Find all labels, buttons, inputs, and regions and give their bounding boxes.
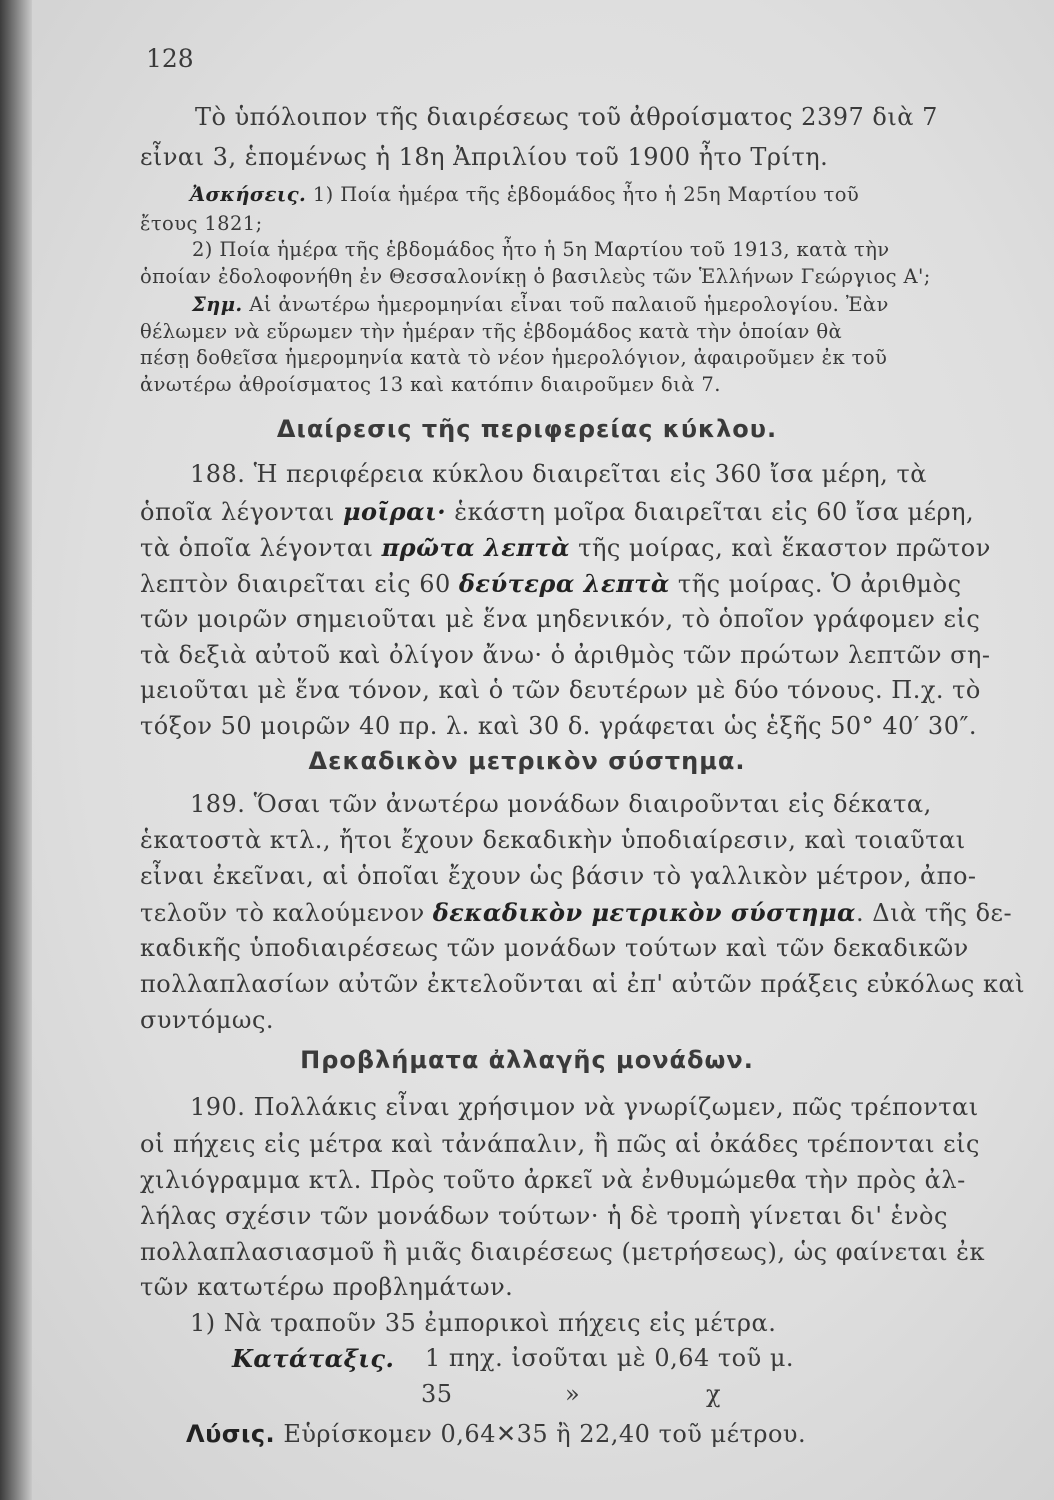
text-span: τῆς μοίρας. Ὁ ἀριθμὸς [669, 570, 962, 598]
text-span: τὰ ὁποῖα λέγονται [140, 534, 382, 562]
katataxis-line-2-value: 35 [421, 1380, 453, 1408]
exercises-label: Ἀσκήσεις. [190, 183, 307, 206]
section-heading-circle-division: Διαίρεσις τῆς περιφερείας κύκλου. [276, 415, 778, 443]
section3-line-1: 190. Πολλάκις εἶναι χρήσιμον νὰ γνωρίζωμεν, πῶς τρέπονται [190, 1093, 979, 1121]
section2-line-1: 189. Ὅσαι τῶν ἀνωτέρω μονάδων διαιροῦνται εἰς δέκατα, [190, 790, 932, 818]
lysis-line [186, 1420, 1054, 1448]
note-text: Αἱ ἀνωτέρω ἡμερομηνίαι εἶναι τοῦ παλαιοῦ ἡμερολογίου. Ἐὰν [249, 293, 889, 316]
intro-line-1: Τὸ ὑπόλοιπον τῆς διαιρέσεως τοῦ ἀθροίσματος 2397 διὰ 7 [195, 103, 938, 131]
section3-line-2: οἱ πήχεις εἰς μέτρα καὶ τἀνάπαλιν, ἢ πῶς αἱ ὀκάδες τρέπονται εἰς [140, 1130, 980, 1158]
section2-line-2: ἑκατοστὰ κτλ., ἤτοι ἔχουν δεκαδικὴν ὑποδιαίρεσιν, καὶ τοιαῦται [140, 826, 966, 854]
text-span: ἑκάστη μοῖρα διαιρεῖται εἰς 60 ἴσα μέρη, [446, 498, 975, 526]
exercise-q1-line-1 [190, 183, 1054, 206]
text-span: λεπτὸν διαιρεῖται εἰς 60 [140, 570, 459, 598]
section-heading-metric-system: Δεκαδικὸν μετρικὸν σύστημα. [308, 747, 746, 775]
section1-line-7: μειοῦται μὲ ἕνα τόνον, καὶ ὁ τῶν δευτέρων μὲ δύο τόνους. Π.χ. τὸ [140, 676, 981, 704]
section3-line-4: λήλας σχέσιν τῶν μονάδων τούτων· ἡ δὲ τροπὴ γίνεται δι' ἑνὸς [140, 1202, 948, 1230]
term-deutera-lepta: δεύτερα λεπτὰ [458, 569, 670, 598]
section3-line-6: τῶν κατωτέρω προβλημάτων. [140, 1273, 514, 1301]
exercise-q1-line-2: ἔτους 1821; [140, 212, 263, 235]
katataxis-line-2-unknown: χ [706, 1380, 722, 1408]
term-metric-system: δεκαδικὸν μετρικὸν σύστημα [432, 898, 857, 927]
exercise-q2-line-2: ὁποίαν ἐδολοφονήθη ἐν Θεσσαλονίκῃ ὁ βασιλεὺς τῶν Ἑλλήνων Γεώργιος Α'; [140, 265, 931, 288]
note-label: Σημ. [192, 293, 243, 316]
note-line-1 [192, 293, 1054, 316]
exercise-q2-line-1: 2) Ποία ἡμέρα τῆς ἑβδομάδος ἦτο ἡ 5η Μαρτίου τοῦ 1913, κατὰ τὴν [192, 238, 890, 261]
text-span: τῆς μοίρας, καὶ ἕκαστον πρῶτον [570, 534, 991, 562]
text-span: τελοῦν τὸ καλούμενον [140, 899, 433, 927]
section1-line-4 [140, 569, 1054, 598]
section3-line-3: χιλιόγραμμα κτλ. Πρὸς τοῦτο ἀρκεῖ νὰ ἐνθυμώμεθα τὴν πρὸς ἀλ- [140, 1166, 966, 1194]
katataxis-line-1: 1 πηχ. ἰσοῦται μὲ 0,64 τοῦ μ. [425, 1344, 795, 1372]
intro-line-2: εἶναι 3, ἑπομένως ἡ 18η Ἀπριλίου τοῦ 1900 ἦτο Τρίτη. [140, 143, 829, 171]
lysis-text: Εὑρίσκομεν 0,64✕35 ἢ 22,40 τοῦ μέτρου. [283, 1420, 807, 1448]
katataxis-label-text: Κατάταξις. [232, 1344, 395, 1373]
term-moirai: μοῖραι· [342, 497, 447, 526]
section1-line-5: τῶν μοιρῶν σημειοῦται μὲ ἕνα μηδενικόν, τὸ ὁποῖον γράφομεν εἰς [140, 605, 981, 633]
note-line-2: θέλωμεν νὰ εὕρωμεν τὴν ἡμέραν τῆς ἑβδομάδος κατὰ τὴν ὁποίαν θὰ [140, 320, 843, 343]
section2-line-7: συντόμως. [140, 1006, 275, 1034]
section1-line-8: τόξον 50 μοιρῶν 40 πρ. λ. καὶ 30 δ. γράφεται ὡς ἑξῆς 50° 40′ 30″. [140, 712, 978, 740]
section1-line-6: τὰ δεξιὰ αὐτοῦ καὶ ὀλίγον ἄνω· ὁ ἀριθμὸς τῶν πρώτων λεπτῶν ση- [140, 641, 991, 669]
term-prota-lepta: πρῶτα λεπτὰ [381, 533, 571, 562]
exercise-q1-text: 1) Ποία ἡμέρα τῆς ἑβδομάδος ἦτο ἡ 25η Μαρτίου τοῦ [312, 183, 860, 206]
section-heading-unit-conversion: Προβλήματα ἀλλαγῆς μονάδων. [300, 1046, 754, 1074]
section1-line-3 [140, 533, 1054, 562]
note-line-4: ἀνωτέρω ἀθροίσματος 13 καὶ κατόπιν διαιροῦμεν διὰ 7. [140, 373, 721, 396]
section3-line-5: πολλαπλασιασμοῦ ἢ μιᾶς διαιρέσεως (μετρήσεως), ὡς φαίνεται ἐκ [140, 1238, 986, 1266]
lysis-label: Λύσις. [186, 1420, 276, 1448]
problem-1-statement: 1) Νὰ τραποῦν 35 ἐμπορικοὶ πήχεις εἰς μέτρα. [190, 1309, 777, 1337]
page-number: 128 [146, 44, 194, 73]
text-span: ὁποῖα λέγονται [140, 498, 343, 526]
note-line-3: πέσῃ δοθεῖσα ἡμερομηνία κατὰ τὸ νέον ἡμερολόγιον, ἀφαιροῦμεν ἐκ τοῦ [140, 346, 888, 369]
section2-line-4 [140, 898, 1054, 927]
section1-line-1: 188. Ἡ περιφέρεια κύκλου διαιρεῖται εἰς 360 ἴσα μέρη, τὰ [190, 460, 927, 488]
section2-line-3: εἶναι ἐκεῖναι, αἱ ὁποῖαι ἔχουν ὡς βάσιν τὸ γαλλικὸν μέτρον, ἀπο- [140, 862, 977, 890]
section2-line-5: καδικῆς ὑποδιαιρέσεως τῶν μονάδων τούτων καὶ τῶν δεκαδικῶν [140, 934, 969, 962]
katataxis-line-2-ditto: » [565, 1380, 581, 1408]
section1-line-2 [140, 497, 1054, 526]
section2-line-6: πολλαπλασίων αὐτῶν ἐκτελοῦνται αἱ ἐπ' αὐτῶν πράξεις εὐκόλως καὶ [140, 970, 1026, 998]
text-span: . Διὰ τῆς δε- [856, 899, 1013, 927]
